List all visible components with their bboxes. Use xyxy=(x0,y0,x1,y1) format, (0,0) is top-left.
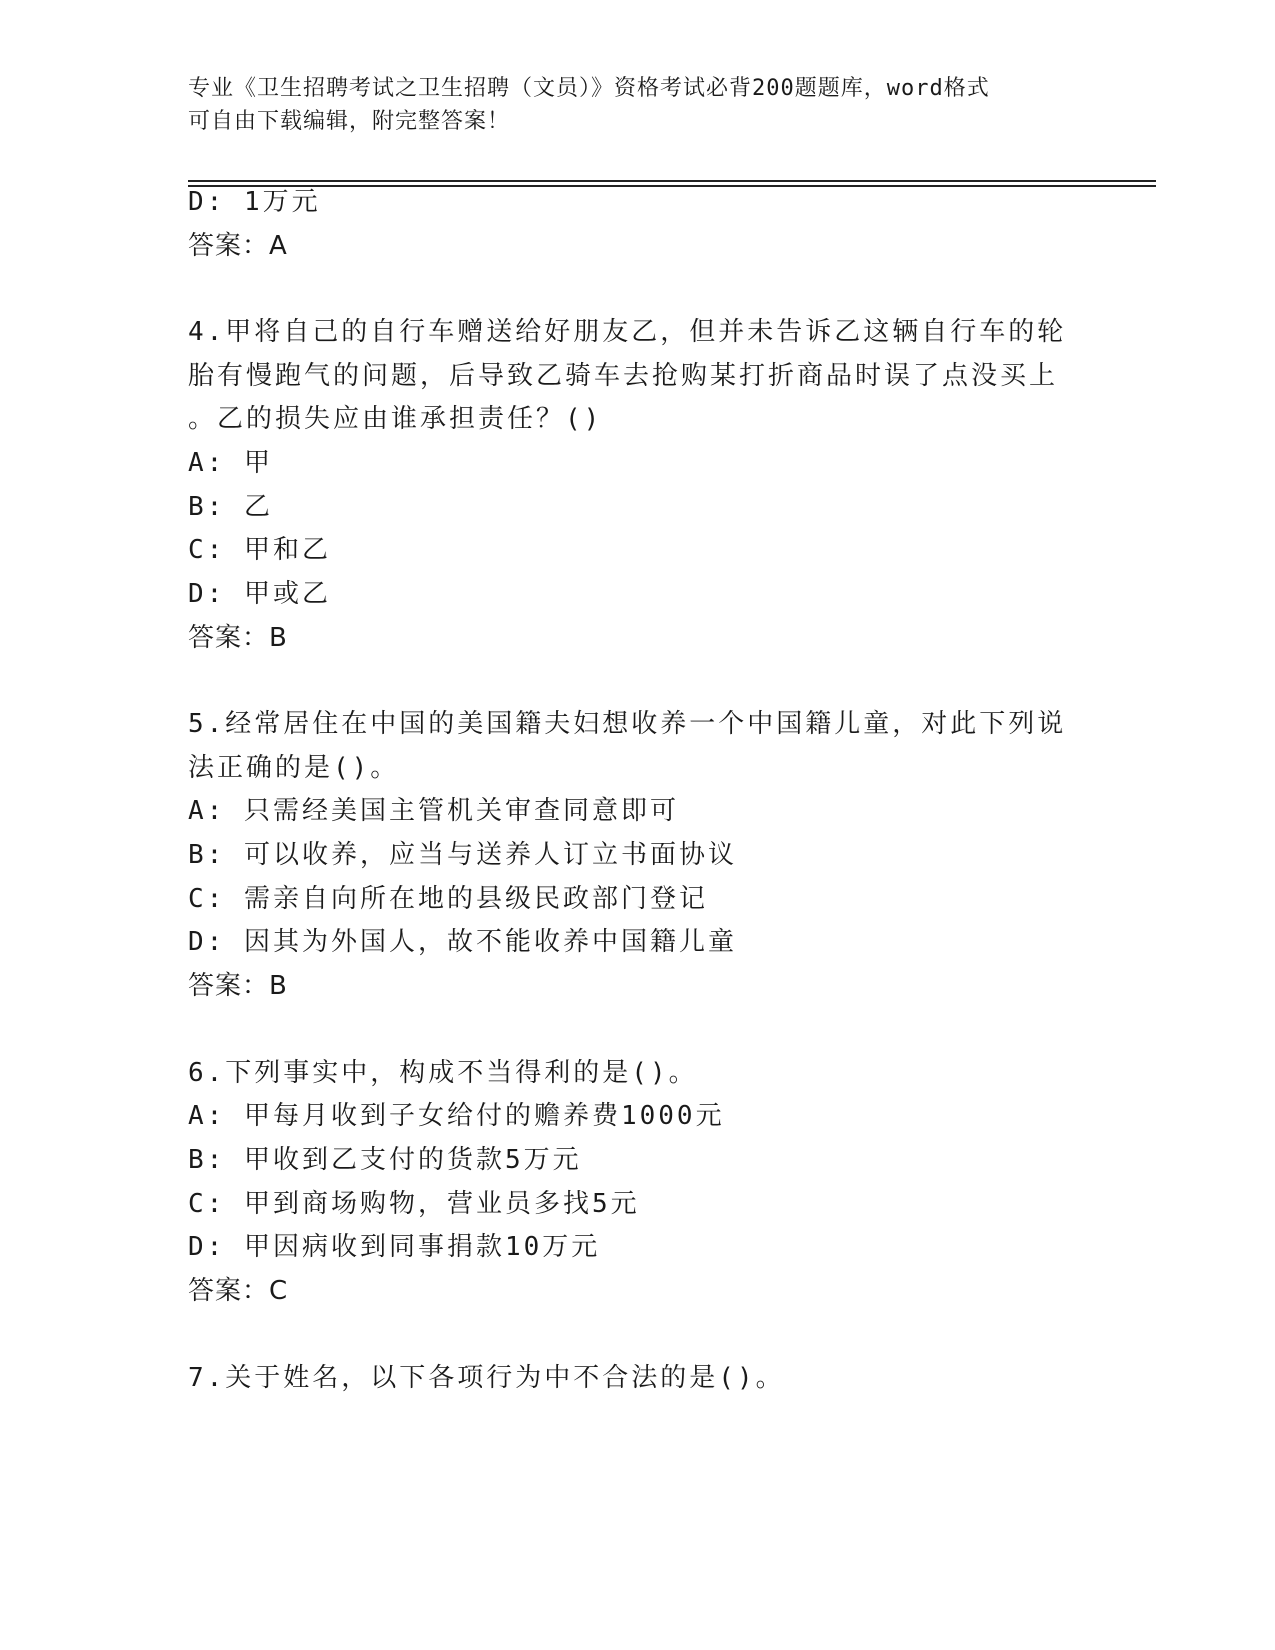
q4-option-a: A: 甲 xyxy=(188,448,273,478)
q4-answer: 答案：B xyxy=(188,623,288,653)
q4-option-c: C: 甲和乙 xyxy=(188,535,331,565)
q6-option-a: A: 甲每月收到子女给付的赡养费1000元 xyxy=(188,1101,725,1131)
header-title-line-1: 专业《卫生招聘考试之卫生招聘（文员）》资格考试必背200题题库，word格式 xyxy=(188,76,990,101)
q4-stem-line-1: 4.甲将自己的自行车赠送给好朋友乙，但并未告诉乙这辆自行车的轮 xyxy=(188,317,1067,347)
header-divider-top xyxy=(188,180,1156,182)
q4-option-d: D: 甲或乙 xyxy=(188,579,331,609)
q7-stem-line-1: 7.关于姓名，以下各项行为中不合法的是()。 xyxy=(188,1363,785,1393)
q4-option-b: B: 乙 xyxy=(188,492,273,522)
q5-option-d: D: 因其为外国人，故不能收养中国籍儿童 xyxy=(188,927,737,957)
q5-option-a: A: 只需经美国主管机关审查同意即可 xyxy=(188,796,679,826)
q6-option-c: C: 甲到商场购物，营业员多找5元 xyxy=(188,1189,640,1219)
header-divider-bottom xyxy=(188,185,1156,187)
q6-stem-line-1: 6.下列事实中，构成不当得利的是()。 xyxy=(188,1058,698,1088)
q5-option-b: B: 可以收养，应当与送养人订立书面协议 xyxy=(188,840,737,870)
q4-stem-line-3: 。乙的损失应由谁承担责任？() xyxy=(188,404,603,434)
q3-option-d: D: 1万元 xyxy=(188,187,321,217)
q6-option-d: D: 甲因病收到同事捐款10万元 xyxy=(188,1232,601,1262)
q5-stem-line-1: 5.经常居住在中国的美国籍夫妇想收养一个中国籍儿童，对此下列说 xyxy=(188,709,1067,739)
document-header xyxy=(188,72,1068,138)
q6-answer: 答案：C xyxy=(188,1276,289,1306)
q5-answer: 答案：B xyxy=(188,971,288,1001)
q6-option-b: B: 甲收到乙支付的货款5万元 xyxy=(188,1145,582,1175)
q5-stem-line-2: 法正确的是()。 xyxy=(188,753,400,783)
q3-answer: 答案：A xyxy=(188,231,288,261)
q5-option-c: C: 需亲自向所在地的县级民政部门登记 xyxy=(188,884,708,914)
header-title-line-2: 可自由下载编辑，附完整答案！ xyxy=(188,109,511,134)
q4-stem-line-2: 胎有慢跑气的问题，后导致乙骑车去抢购某打折商品时误了点没买上 xyxy=(188,361,1059,391)
